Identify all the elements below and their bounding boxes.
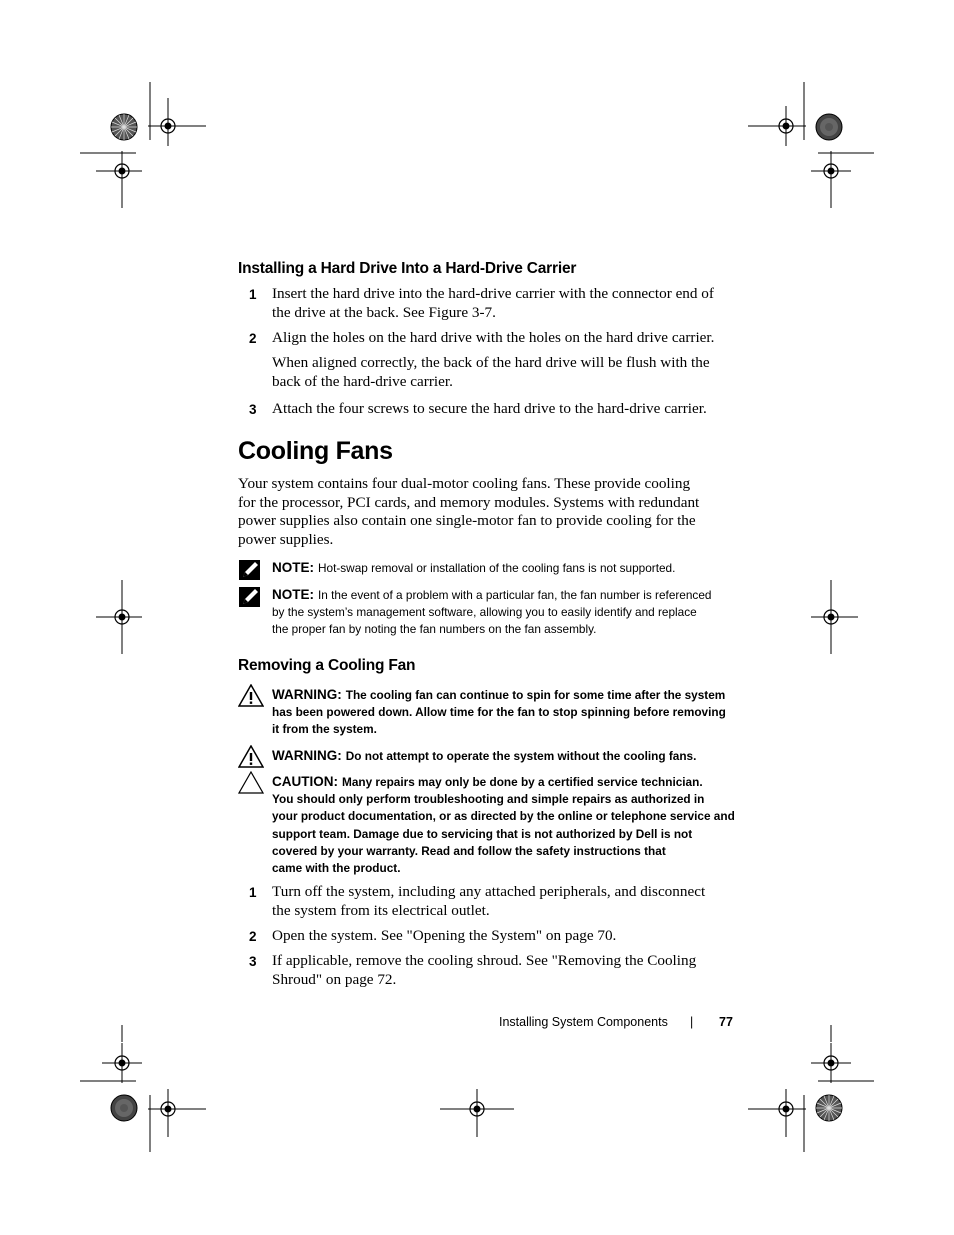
footer-separator: |: [690, 1015, 694, 1029]
caution-line: covered by your warranty. Read and follow the safety instructions that: [272, 843, 666, 858]
warning-label: WARNING:: [272, 687, 342, 702]
section-heading-removing-fan: Removing a Cooling Fan: [238, 657, 416, 674]
intro-paragraph: [238, 475, 738, 549]
note-line: by the system’s management software, allowing you to easily identify and replace: [272, 605, 697, 620]
step-text: [272, 883, 742, 920]
step-line: Turn off the system, including any attached peripherals, and disconnect: [272, 883, 706, 900]
step-number: 2: [249, 929, 257, 944]
step-text: Attach the four screws to secure the hard drive to the hard-drive carrier.: [272, 400, 707, 417]
step-line: Insert the hard drive into the hard-drive carrier with the connector end of: [272, 285, 714, 302]
footer-section-name: Installing System Components: [499, 1015, 668, 1029]
warning-text: Do not attempt to operate the system without the cooling fans.: [345, 749, 697, 763]
step-line: the drive at the back. See Figure 3-7.: [272, 303, 496, 321]
warning-line: it from the system.: [272, 722, 377, 737]
note-label: NOTE:: [272, 560, 314, 575]
warning-no-fans: [272, 747, 742, 765]
note-hot-swap: [272, 559, 742, 577]
note-fan-number: [272, 586, 742, 639]
note-label: NOTE:: [272, 587, 314, 602]
warning-fan-spin: [272, 686, 742, 739]
step-line: Shroud" on page 72.: [272, 970, 397, 988]
step-number: 2: [249, 331, 257, 346]
note-line: In the event of a problem with a particular fan, the fan number is referenced: [318, 588, 712, 602]
warning-line: has been powered down. Allow time for the fan to stop spinning before removing: [272, 705, 726, 720]
step-line: the system from its electrical outlet.: [272, 901, 490, 919]
caution-triangle-icon: [238, 771, 264, 795]
note-line: the proper fan by noting the fan numbers on the fan assembly.: [272, 622, 597, 637]
step-line: If applicable, remove the cooling shroud. See "Removing the Cooling: [272, 952, 697, 969]
page-number: 77: [719, 1015, 733, 1029]
step-text: Open the system. See "Opening the System" on page 70.: [272, 927, 617, 944]
caution-service-technician: [272, 773, 742, 877]
caution-line: Many repairs may only be done by a certified service technician.: [342, 775, 703, 789]
caution-line: your product documentation, or as directed by the online or telephone service and: [272, 809, 735, 824]
note-pencil-icon: [238, 585, 264, 609]
step-number: 3: [249, 954, 257, 969]
caution-line: support team. Damage due to servicing that is not authorized by Dell is not: [272, 826, 693, 841]
intro-line: power supplies.: [238, 530, 334, 548]
caution-line: You should only perform troubleshooting and simple repairs as authorized in: [272, 792, 705, 807]
step-text: Align the holes on the hard drive with the holes on the hard drive carrier.: [272, 329, 715, 346]
step-number: 1: [249, 287, 257, 302]
warning-triangle-icon: [238, 745, 264, 769]
intro-line: Your system contains four dual-motor cooling fans. These provide cooling: [238, 475, 691, 492]
caution-line: came with the product.: [272, 861, 401, 876]
intro-line: for the processor, PCI cards, and memory modules. Systems with redundant: [238, 493, 700, 511]
step-text: [272, 952, 742, 989]
page-title: Cooling Fans: [238, 437, 393, 465]
step-text: [272, 285, 742, 322]
warning-line: The cooling fan can continue to spin for some time after the system: [345, 688, 726, 702]
warning-triangle-icon: [238, 684, 264, 708]
warning-label: WARNING:: [272, 748, 342, 763]
section-heading-hard-drive: Installing a Hard Drive Into a Hard-Drive Carrier: [238, 260, 577, 277]
followup-line: When aligned correctly, the back of the hard drive will be flush with the: [272, 354, 710, 371]
caution-label: CAUTION:: [272, 774, 338, 789]
step-number: 1: [249, 885, 257, 900]
note-text: Hot-swap removal or installation of the cooling fans is not supported.: [318, 561, 676, 575]
note-pencil-icon: [238, 558, 264, 582]
intro-line: power supplies also contain one single-motor fan to provide cooling for the: [238, 512, 696, 529]
followup-line: back of the hard-drive carrier.: [272, 372, 453, 390]
step-followup-text: [272, 354, 742, 391]
step-number: 3: [249, 402, 257, 417]
